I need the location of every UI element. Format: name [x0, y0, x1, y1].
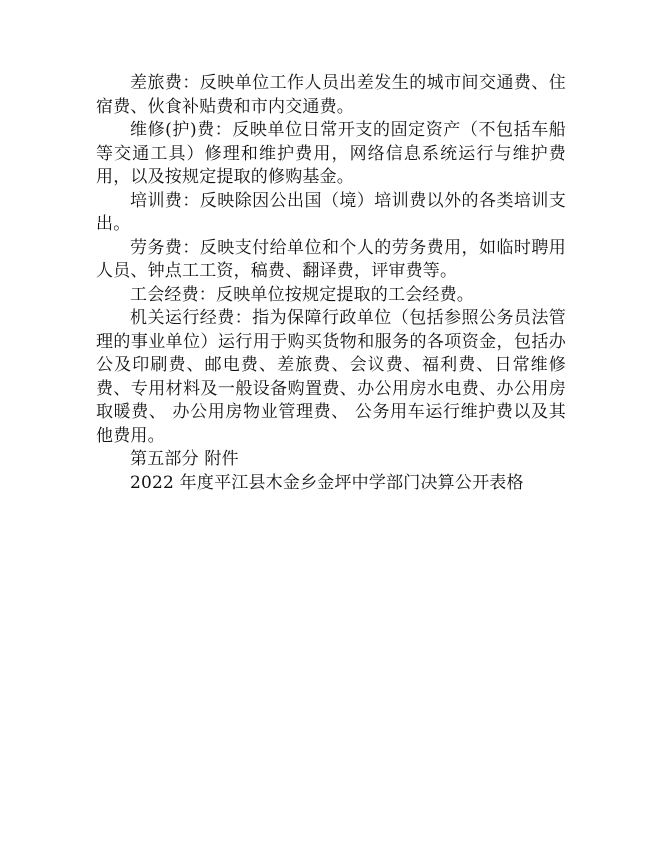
- paragraph-travel-expenses: 差旅费：反映单位工作人员出差发生的城市间交通费、住宿费、伙食补贴费和市内交通费。: [96, 73, 566, 117]
- paragraph-agency-operating-funds: 机关运行经费：指为保障行政单位（包括参照公务员法管理的事业单位）运行用于购买货物和服务的各项资金，包括办公及印刷费、邮电费、差旅费、会议费、福利费、日常维修费、专用材料及一般设备购置费、办公用房水电费、办公用房取暖费、 办公用房物业管理费、 公务用车运行维护费以及其他费用。: [96, 308, 566, 446]
- paragraph-union-funds: 工会经费：反映单位按规定提取的工会经费。: [130, 284, 474, 305]
- paragraph-training-expenses: 培训费：反映除因公出国（境）培训费以外的各类培训支出。: [96, 190, 566, 234]
- document-body: [96, 72, 566, 495]
- paragraph-maintenance-expenses: 维修(护)费：反映单位日常开支的固定资产（不包括车船等交通工具）修理和维护费用，网络信息系统运行与维护费用，以及按规定提取的修购基金。: [96, 120, 566, 187]
- section-heading-part-five: 第五部分 附件: [130, 449, 239, 469]
- attachment-title: 2022 年度平江县木金乡金坪中学部门决算公开表格: [130, 472, 524, 493]
- paragraph-labor-expenses: 劳务费：反映支付给单位和个人的劳务费用，如临时聘用人员、钟点工工资，稿费、翻译费，评审费等。: [96, 237, 566, 281]
